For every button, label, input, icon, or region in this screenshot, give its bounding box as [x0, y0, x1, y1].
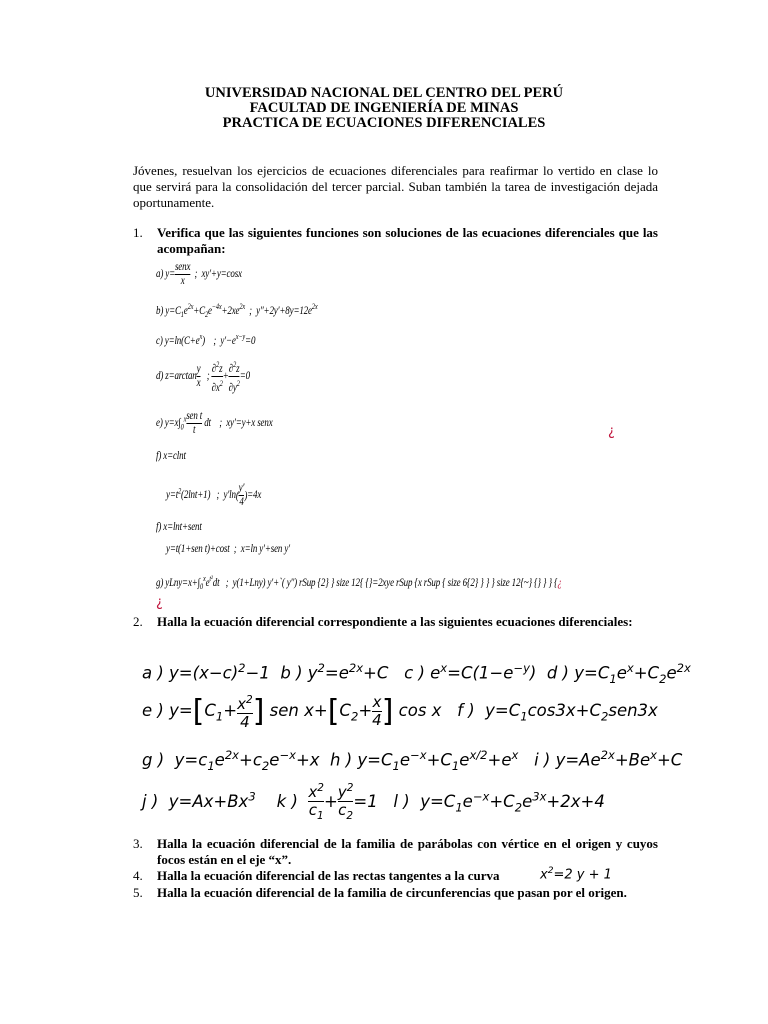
university-title: UNIVERSIDAD NACIONAL DEL CENTRO DEL PERÚ	[204, 85, 564, 101]
q1-item-b: b) $y=C_1e^{2x}+C_2e^{-4x}+2xe^{2x}$ ; $y''+2y'+8y=12e^{2x}$	[156, 302, 318, 320]
question-number: 4.	[133, 868, 143, 883]
question-number: 2.	[133, 614, 143, 629]
q1-item-g: g) $yLny=x+\int_0^xe^{t^2}dt$ ; y(1+Lny) y′+`( y′') rSup {2} } size 12{ {}=2xye rSup {x rSup { size 6{2} } } } size 12{~} {} } } {¿	[156, 574, 562, 592]
question-text: Halla la ecuación diferencial de las rectas tangentes a la curva	[157, 868, 500, 883]
q1-item-f1: f) x=clnt	[156, 450, 186, 462]
question-number: 3.	[133, 836, 143, 851]
question-1	[133, 225, 658, 257]
q4-formula: $x^2=2$ y + 1	[540, 866, 612, 883]
red-mark-2: ¿	[156, 595, 163, 610]
q2-row-4: j ) $y=Ax+Bx^3$ k ) $\frac{x^2}{c_1}$ + $\frac{y^2}{c_2}$ =1 l ) $y=C_1e^{-x}+C_2e^{3x}+2x+4$	[142, 782, 605, 822]
q1-item-d: d) z=arctan $\frac{y}{x}$ ; $\frac{\partial^2z}{\partial x^2}$ + $\frac{\partial^2z}{\partial y^2}$ =0	[156, 360, 250, 394]
question-text: Halla la ecuación diferencial de la familia de parábolas con vértice en el origen y cuyos focos están en el eje “x”.	[157, 836, 658, 867]
intro-paragraph: Jóvenes, resuelvan los ejercicios de ecuaciones diferenciales para reafirmar lo vertido en clase lo que servirá para la consolidación del tercer parcial. Suban también la tarea de investigación dejada oportunamente.	[133, 163, 658, 210]
question-5	[133, 885, 658, 901]
q1-item-e: e) $y=x\int_0^x$ sen t t dt ; xy′=y+x senx	[156, 410, 273, 436]
question-3	[133, 836, 658, 868]
q1-item-f2: $y=t^2(2\ln t+1)$ ; y′ln( $\frac{y'}{4}$ )=4x	[166, 482, 262, 508]
question-text: Verifica que las siguientes funciones son soluciones de las ecuaciones diferenciales que las acompañan:	[157, 225, 658, 256]
q1-item-a: a) y= senx x ; xy′+y=cosx	[156, 261, 242, 287]
question-number: 5.	[133, 885, 143, 900]
question-number: 1.	[133, 225, 143, 240]
q1-item-c: c) $y=\ln(C+e^x)$ ; $y'-e^{x-y}=0$	[156, 332, 256, 347]
q1-item-f4: y=t(1+sen t)+cost ; x=ln y′+sen y′	[166, 543, 290, 555]
question-text: Halla la ecuación diferencial de la familia de circunferencias que pasan por el origen.	[157, 885, 627, 900]
red-mark-1: ¿	[608, 424, 615, 439]
q1-item-f3: f) x=lnt+sent	[156, 521, 202, 533]
question-text: Halla la ecuación diferencial correspondiente a las siguientes ecuaciones diferenciales:	[157, 614, 633, 629]
q2-row-3: g ) $y=c_1e^{2x}+c_2e^{-x}+x$ h ) $y=C_1e^{-x}+C_1e^{x/2}+e^x$ i ) $y=Ae^{2x}+Be^x+C$	[142, 748, 683, 773]
question-2	[133, 614, 658, 630]
faculty-title: FACULTAD DE INGENIERÍA DE MINAS	[249, 100, 519, 116]
q2-row-1: a ) $y=(x-c)^2-1$ b ) $y^2=e^{2x}+C$ c ) $e^x=C(1-e^{-y})$ d ) $y=C_1e^x+C_2e^{2x}$	[142, 661, 691, 686]
q2-row-2: e ) $y=[C_1+$ $\frac{x^2}{4}$ ] sen $x+[C_2+$ $\frac{x}{4}$ ] cos x f ) $y=C_1\cos 3x+C_2sen3x$	[142, 693, 658, 731]
practice-title: PRACTICA DE ECUACIONES DIFERENCIALES	[222, 115, 546, 131]
